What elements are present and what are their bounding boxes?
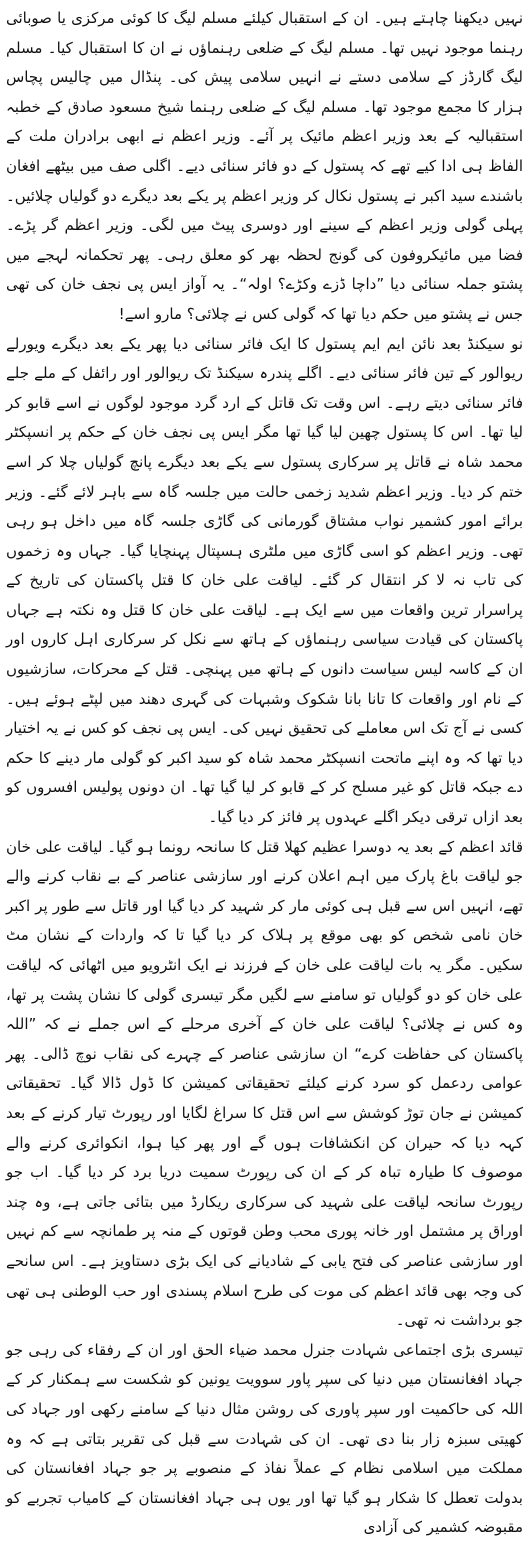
article-paragraph-3: قائد اعظم کے بعد یہ دوسرا عظیم کھلا قتل کا سانحہ رونما ہو گیا۔ لیاقت علی خان جو لیاقت باغ پارک میں اہم اعلان کرنے اور سازشی عناصر کے بے نقاب کرنے والے تھے، انہیں اس سے قبل ہی کوئی مار کر شہید کر دیا گیا اور قاتل سے طور پر اکبر خان نامی شخص کو بھی موقع پر ہلاک کر دیا گیا تا کہ واردات کے نشان مٹ سکیں۔ مگر یہ بات لیاقت علی خان کے فرزند نے ایک انٹرویو میں اٹھائی کہ لیاقت علی خان کو دو گولیاں تو سامنے سے لگیں مگر تیسری گولی کا نشان پشت پر تھا، وہ کس نے چلائی؟ لیاقت علی خان کے آخری مرحلے کے اس جملے نے کہ ”اللہ پاکستان کی حفاظت کرے“ ان سازشی عناصر کے چہرے کی نقاب نوچ ڈالی۔ پھر عوامی ردعمل کو سرد کرنے کیلئے تحقیقاتی کمیشن کا ڈول ڈالا گیا۔ تحقیقاتی کمیشن نے جان توڑ کوشش سے اس قتل کا سراغ لگایا اور رپورٹ تیار کرنے کے بعد کہہ دیا کہ حیران کن انکشافات ہوں گے اور پھر کیا ہوا، انکوائری کرنے والے موصوف کا طیارہ تباہ کر کے ان کی رپورٹ سمیت دریا برد کر دیا گیا۔ اب جو رپورٹ سانحہ لیاقت علی شہید کی سرکاری ریکارڈ میں بتائی جاتی ہے، وہ چند اوراق پر مشتمل اور خانہ پوری محب وطن قوتوں کے منہ پر طمانچہ سے کم نہیں اور سازشی عناصر کی فتح یابی کے شادیانے کی ایک بڑی دستاویز ہے۔ اس سانحے کی وجہ بھی قائد اعظم کی موت کی طرح اسلام پسندی اور حب الوطنی ہی تھی جو برداشت نہ تھی۔ xyxy=(6,837,523,1330)
article-paragraph-1: نہیں دیکھنا چاہتے ہیں۔ ان کے استقبال کیلئے مسلم لیگ کا کوئی مرکزی یا صوبائی رہنما موجود نہیں تھا۔ مسلم لیگ کے ضلعی رہنماؤں نے ان کا استقبال کیا۔ مسلم لیگ گارڈز کے سلامی دستے نے انہیں سلامی پیش کی۔ پنڈال میں چالیس پچاس ہزار کا مجمع موجود تھا۔ مسلم لیگ کے ضلعی رہنما شیخ مسعود صادق کے خطبہ استقبالیہ کے بعد وزیر اعظم مائیک پر آئے۔ وزیر اعظم نے ابھی برادران ملت کے الفاظ ہی ادا کیے تھے کہ پستول کے دو فائر سنائی دیے۔ اگلی صف میں بیٹھے افغان باشندے سید اکبر نے پستول نکال کر وزیر اعظم پر یکے بعد دیگرے دو گولیاں چلائیں۔ پہلی گولی وزیر اعظم کے سینے اور دوسری پیٹ میں لگی۔ وزیر اعظم گر پڑے۔ فضا میں مائیکروفون کی گونج لحظہ بھر کو معلق رہی۔ پھر تحکمانہ لہجے میں پشتو جملہ سنائی دیا ”داچا ڈزے وکڑے؟ اولہ“۔ یہ آواز ایس پی نجف خان کی تھی جس نے پشتو میں حکم دیا تھا کہ گولی کس نے چلائی؟ مارو اسے! xyxy=(6,9,523,323)
article-paragraph-2: نو سیکنڈ بعد نائن ایم ایم پستول کا ایک فائر سنائی دیا پھر یکے بعد دیگرے ویورلے ریوالور کے تین فائر سنائی دیے۔ اگلے پندرہ سیکنڈ تک ریوالور اور رائفل کے ملے جلے فائر سنائی دیتے رہے۔ اس وقت تک قاتل کے ارد گرد موجود لوگوں نے اسے قابو کر لیا تھا۔ اس کا پستول چھین لیا گیا تھا مگر ایس پی نجف خان کے حکم پر انسپکٹر محمد شاہ نے قاتل پر سرکاری پستول سے یکے بعد دیگرے پانچ گولیاں چلا کر اسے ختم کر دیا۔ وزیر اعظم شدید زخمی حالت میں جلسہ گاہ سے باہر لائے گئے۔ وزیر برائے امور کشمیر نواب مشتاق گورمانی کی گاڑی جلسہ گاہ میں داخل ہو رہی تھی۔ وزیر اعظم کو اسی گاڑی میں ملٹری ہسپتال پہنچایا گیا۔ جہاں وہ زخموں کی تاب نہ لا کر انتقال کر گئے۔ لیاقت علی خان کا قتل پاکستان کی تاریخ کے پراسرار ترین واقعات میں سے ایک ہے۔ لیاقت علی خان کا قتل وہ نکتہ ہے جہاں پاکستان کی قیادت سیاسی رہنماؤں کے ہاتھ سے نکل کر سرکاری اہل کاروں اور ان کے کاسہ لیس سیاست دانوں کے ہاتھ میں پہنچی۔ قتل کے محرکات، سازشیوں کے نام اور واقعات کا تانا بانا شکوک وشبہات کی گہری دھند میں لپٹے ہوئے ہیں۔ کسی نے آج تک اس معاملے کی تحقیق نہیں کی۔ ایس پی نجف کو کس نے یہ اختیار دیا تھا کہ وہ اپنے ماتحت انسپکٹر محمد شاہ کو سید اکبر کو گولی مار دینے کا حکم دے جبکہ قاتل کو غیر مسلح کر کے قابو کر لیا گیا تھا۔ ان دونوں پولیس افسروں کو بعد ازاں ترقی دیکر اگلے عہدوں پر فائز کر دیا گیا۔ xyxy=(6,334,523,827)
article-paragraph-4: تیسری بڑی اجتماعی شہادت جنرل محمد ضیاء الحق اور ان کے رفقاء کی رہی جو جہاد افغانستان میں دنیا کی سپر پاور سوویت یونین کو شکست سے ہمکنار کر کے اللہ کی حاکمیت اور سپر پاوری کی روشن مثال دنیا کے سامنے رکھی اور جہاد کی کھیتی سبزہ زار بنا دی تھی۔ ان کی شہادت سے قبل کی تقریر بتاتی ہے کہ وہ مملکت میں اسلامی نظام کے عملاً نفاذ کے منصوبے پر جو جہاد افغانستان کی بدولت تعطل کا شکار ہو گیا تھا اور یوں ہی جہاد افغانستان کے کامیاب تجربے کو مقبوضہ کشمیر کی آزادی xyxy=(6,1340,523,1537)
